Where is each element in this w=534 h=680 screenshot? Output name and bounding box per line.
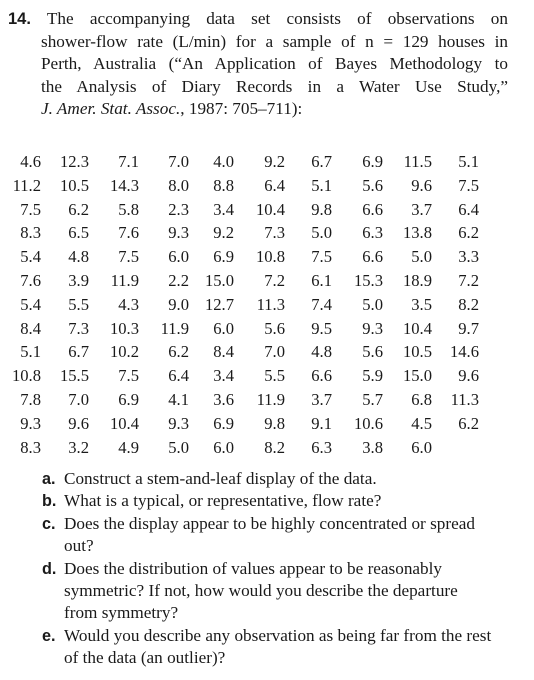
data-cell: 3.4: [213, 366, 234, 386]
data-cell: 6.4: [264, 175, 285, 195]
data-cell: 8.3: [20, 223, 41, 243]
data-cell: 7.0: [168, 152, 189, 171]
data-cell: 12.7: [204, 294, 234, 314]
data-cell: 6.0: [213, 318, 234, 338]
data-cell: 10.3: [109, 318, 139, 338]
data-row: [6, 245, 479, 269]
data-cell: [432, 436, 479, 460]
data-cell: 8.3: [20, 437, 41, 457]
question-text: Construct a stem-and-leaf display of the data.: [64, 469, 377, 488]
data-cell: 14.3: [109, 175, 139, 195]
data-cell: 5.4: [20, 247, 41, 267]
data-cell: 7.0: [68, 389, 89, 409]
problem-line-2: shower-flow rate (L/min) for a sample of n = 129 houses in: [41, 31, 508, 51]
data-cell: 2.3: [168, 199, 189, 219]
data-cell: 7.3: [68, 318, 89, 338]
data-cell: 9.5: [311, 318, 332, 338]
data-cell: 12.3: [59, 152, 89, 171]
data-cell: 10.5: [59, 175, 89, 195]
data-cell: 5.1: [458, 152, 479, 171]
data-cell: 3.7: [311, 389, 332, 409]
data-row: [6, 388, 479, 412]
data-cell: 9.3: [168, 223, 189, 243]
data-cell: 9.2: [264, 152, 285, 171]
data-cell: 4.1: [168, 389, 189, 409]
data-cell: 10.4: [109, 413, 139, 433]
data-cell: 6.1: [311, 270, 332, 290]
question-letter: b.: [42, 492, 57, 511]
data-cell: 8.4: [20, 318, 41, 338]
data-cell: 4.6: [20, 152, 41, 171]
question-text: Does the display appear to be highly concentrated or spread out?: [64, 513, 475, 556]
problem-line-5: [8, 98, 508, 121]
problem-line-3: Perth, Australia (“An Application of Bayes Methodology to: [41, 54, 508, 74]
data-cell: 8.8: [213, 175, 234, 195]
data-cell: 7.0: [264, 342, 285, 362]
data-cell: 15.3: [353, 270, 383, 290]
data-cell: 10.8: [11, 366, 41, 386]
data-cell: 6.2: [458, 413, 479, 433]
data-cell: 8.0: [168, 175, 189, 195]
data-row: [6, 293, 479, 317]
problem-line-1: [8, 8, 508, 31]
data-cell: 11.9: [160, 318, 189, 338]
data-cell: 6.2: [458, 223, 479, 243]
problem-statement: [8, 8, 508, 121]
question-text: What is a typical, or representative, flow rate?: [64, 491, 382, 511]
question-text: Does the distribution of values appear to be reasonably symmetric? If not, how would you describe the departure from symmetry?: [64, 558, 458, 623]
data-cell: 5.1: [20, 342, 41, 362]
data-cell: 7.5: [311, 247, 332, 267]
data-cell: 11.9: [110, 270, 139, 290]
data-cell: 4.8: [311, 342, 332, 362]
data-cell: 9.3: [168, 413, 189, 433]
data-cell: 11.9: [256, 389, 285, 409]
problem-text-1: The accompanying data set consists of observations on: [46, 9, 508, 28]
data-cell: 9.8: [264, 413, 285, 433]
data-cell: 9.0: [168, 294, 189, 314]
data-cell: 6.4: [168, 366, 189, 386]
data-cell: 6.6: [311, 366, 332, 386]
data-cell: 6.7: [68, 342, 89, 362]
data-cell: 13.8: [402, 223, 432, 243]
data-cell: 8.4: [213, 342, 234, 362]
data-cell: 7.6: [20, 270, 41, 290]
data-cell: 5.0: [311, 223, 332, 243]
data-cell: 3.5: [411, 294, 432, 314]
data-cell: 4.5: [411, 413, 432, 433]
data-cell: 5.0: [411, 247, 432, 267]
data-cell: 6.4: [458, 199, 479, 219]
data-cell: 5.0: [168, 437, 189, 457]
shower-flow-data-table: [6, 150, 479, 459]
data-cell: 6.9: [362, 152, 383, 171]
data-cell: 4.8: [68, 247, 89, 267]
data-cell: 7.8: [20, 389, 41, 409]
data-cell: 7.1: [118, 152, 139, 171]
data-cell: 7.2: [264, 270, 285, 290]
data-row: [6, 150, 479, 174]
data-cell: 18.9: [402, 270, 432, 290]
data-cell: 5.7: [362, 389, 383, 409]
data-cell: 3.9: [68, 270, 89, 290]
data-row: [6, 364, 479, 388]
data-cell: 9.1: [311, 413, 332, 433]
data-cell: 7.6: [118, 223, 139, 243]
question-item: [42, 558, 492, 625]
data-cell: 11.5: [403, 152, 432, 171]
question-letter: d.: [42, 559, 57, 578]
data-cell: 7.5: [20, 199, 41, 219]
data-cell: 6.2: [168, 342, 189, 362]
data-cell: 10.5: [402, 342, 432, 362]
data-cell: 6.0: [168, 247, 189, 267]
data-cell: 3.3: [458, 247, 479, 267]
question-list: [42, 468, 492, 670]
data-cell: 7.4: [311, 294, 332, 314]
data-cell: 5.0: [362, 294, 383, 314]
data-cell: 3.6: [213, 389, 234, 409]
data-cell: 8.2: [264, 437, 285, 457]
data-cell: 9.6: [458, 366, 479, 386]
data-row: [6, 198, 479, 222]
data-cell: 6.8: [411, 389, 432, 409]
citation-rest: , 1987: 705–711):: [180, 99, 303, 119]
data-row: [6, 317, 479, 341]
data-cell: 6.9: [213, 247, 234, 267]
data-cell: 6.3: [362, 223, 383, 243]
data-row: [6, 340, 479, 364]
data-cell: 3.4: [213, 199, 234, 219]
data-row: [6, 436, 479, 460]
data-cell: 9.3: [362, 318, 383, 338]
data-cell: 11.3: [450, 389, 479, 409]
data-cell: 3.7: [411, 199, 432, 219]
data-cell: 6.9: [118, 389, 139, 409]
data-cell: 6.9: [213, 413, 234, 433]
data-cell: 6.7: [311, 152, 332, 171]
question-text: Would you describe any observation as being far from the rest of the data (an outlier)?: [64, 625, 492, 668]
data-cell: 9.3: [20, 413, 41, 433]
data-cell: 7.2: [458, 270, 479, 290]
data-cell: 6.0: [411, 437, 432, 457]
data-cell: 15.5: [59, 366, 89, 386]
data-cell: 5.6: [264, 318, 285, 338]
data-cell: 2.2: [168, 270, 189, 290]
data-cell: 5.6: [362, 342, 383, 362]
data-row: [6, 269, 479, 293]
data-cell: 11.3: [256, 294, 285, 314]
citation-journal: J. Amer. Stat. Assoc.: [41, 99, 181, 119]
data-cell: 10.4: [402, 318, 432, 338]
data-cell: 10.2: [109, 342, 139, 362]
data-cell: 5.4: [20, 294, 41, 314]
question-letter: e.: [42, 626, 56, 645]
data-cell: 6.3: [311, 437, 332, 457]
data-cell: 3.8: [362, 437, 383, 457]
problem-line-4: the Analysis of Diary Records in a Water Use Study,”: [41, 76, 508, 96]
data-cell: 7.5: [458, 175, 479, 195]
data-cell: 5.1: [311, 175, 332, 195]
data-cell: 9.6: [411, 175, 432, 195]
question-item: [42, 490, 492, 512]
data-cell: 7.5: [118, 247, 139, 267]
data-row: [6, 174, 479, 198]
data-cell: 5.5: [68, 294, 89, 314]
data-cell: 15.0: [204, 270, 234, 290]
data-cell: 4.9: [118, 437, 139, 457]
question-item: [42, 625, 492, 670]
data-cell: 5.6: [362, 175, 383, 195]
data-cell: 10.6: [353, 413, 383, 433]
data-cell: 15.0: [402, 366, 432, 386]
data-cell: 11.2: [12, 175, 41, 195]
data-cell: 14.6: [449, 342, 479, 362]
data-cell: 6.5: [68, 223, 89, 243]
data-cell: 5.5: [264, 366, 285, 386]
data-cell: 4.3: [118, 294, 139, 314]
data-cell: 3.2: [68, 437, 89, 457]
data-cell: 9.7: [458, 318, 479, 338]
data-row: [6, 412, 479, 436]
data-row: [6, 221, 479, 245]
data-cell: 5.9: [362, 366, 383, 386]
data-cell: 4.0: [213, 152, 234, 171]
data-cell: 6.6: [362, 247, 383, 267]
data-cell: 6.0: [213, 437, 234, 457]
data-cell: 7.3: [264, 223, 285, 243]
data-cell: 9.2: [213, 223, 234, 243]
data-cell: 6.2: [68, 199, 89, 219]
data-cell: 9.8: [311, 199, 332, 219]
data-cell: 7.5: [118, 366, 139, 386]
data-cell: 10.8: [255, 247, 285, 267]
data-cell: 8.2: [458, 294, 479, 314]
question-item: [42, 468, 492, 490]
problem-number: 14.: [8, 10, 31, 28]
question-letter: a.: [42, 470, 56, 488]
data-cell: 6.6: [362, 199, 383, 219]
data-cell: 9.6: [68, 413, 89, 433]
question-item: [42, 513, 492, 558]
data-cell: 5.8: [118, 199, 139, 219]
question-letter: c.: [42, 514, 56, 533]
data-cell: 10.4: [255, 199, 285, 219]
